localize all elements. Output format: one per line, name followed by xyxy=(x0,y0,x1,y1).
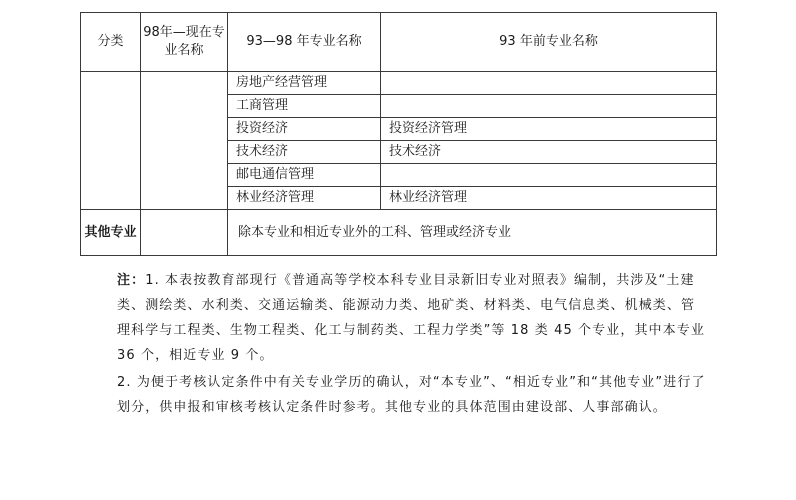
table-row xyxy=(81,72,717,95)
pre93-name-cell: 投资经济管理 xyxy=(381,118,717,141)
pre93-name-cell xyxy=(381,95,717,118)
note-label: 注： xyxy=(117,273,146,288)
other-majors-row xyxy=(81,210,717,256)
mid-name-cell: 邮电通信管理 xyxy=(228,164,381,187)
other-current-cell-empty xyxy=(141,210,228,256)
major-comparison-table xyxy=(80,12,717,256)
mid-name-cell: 技术经济 xyxy=(228,141,381,164)
pre93-name-cell xyxy=(381,72,717,95)
mid-name-cell: 工商管理 xyxy=(228,95,381,118)
note-1-text: 1. 本表按教育部现行《普通高等学校本科专业目录新旧专业对照表》编制，共涉及“土建类、测绘类、水利类、交通运输类、能源动力类、地矿类、材料类、电气信息类、机械类、管理科学与工程类、生物工程类、化工与制药类、工程力学类”等 18 类 45 个专业，其中本专业 36 个，相近专业 9 个。 xyxy=(117,273,705,363)
header-pre93-name: 93 年前专业名称 xyxy=(381,13,717,72)
header-current-name: 98年—现在专业名称 xyxy=(141,13,228,72)
mid-name-cell: 投资经济 xyxy=(228,118,381,141)
pre93-name-cell xyxy=(381,164,717,187)
pre93-name-cell: 技术经济 xyxy=(381,141,717,164)
current-name-cell-empty xyxy=(141,72,228,210)
mid-name-cell: 房地产经营管理 xyxy=(228,72,381,95)
header-category: 分类 xyxy=(81,13,141,72)
other-majors-text: 除本专业和相近专业外的工科、管理或经济专业 xyxy=(228,210,717,256)
pre93-name-cell: 林业经济管理 xyxy=(381,187,717,210)
mid-name-cell: 林业经济管理 xyxy=(228,187,381,210)
notes-section xyxy=(117,268,707,420)
header-93-98-name: 93—98 年专业名称 xyxy=(228,13,381,72)
note-1 xyxy=(117,268,707,368)
note-2: 2. 为便于考核认定条件中有关专业学历的确认，对“本专业”、“相近专业”和“其他专业”进行了划分，供申报和审核考核认定条件时参考。其他专业的具体范围由建设部、人事部确认。 xyxy=(117,375,706,415)
table-header-row xyxy=(81,13,717,72)
category-cell-empty xyxy=(81,72,141,210)
other-category-cell: 其他专业 xyxy=(81,210,141,256)
